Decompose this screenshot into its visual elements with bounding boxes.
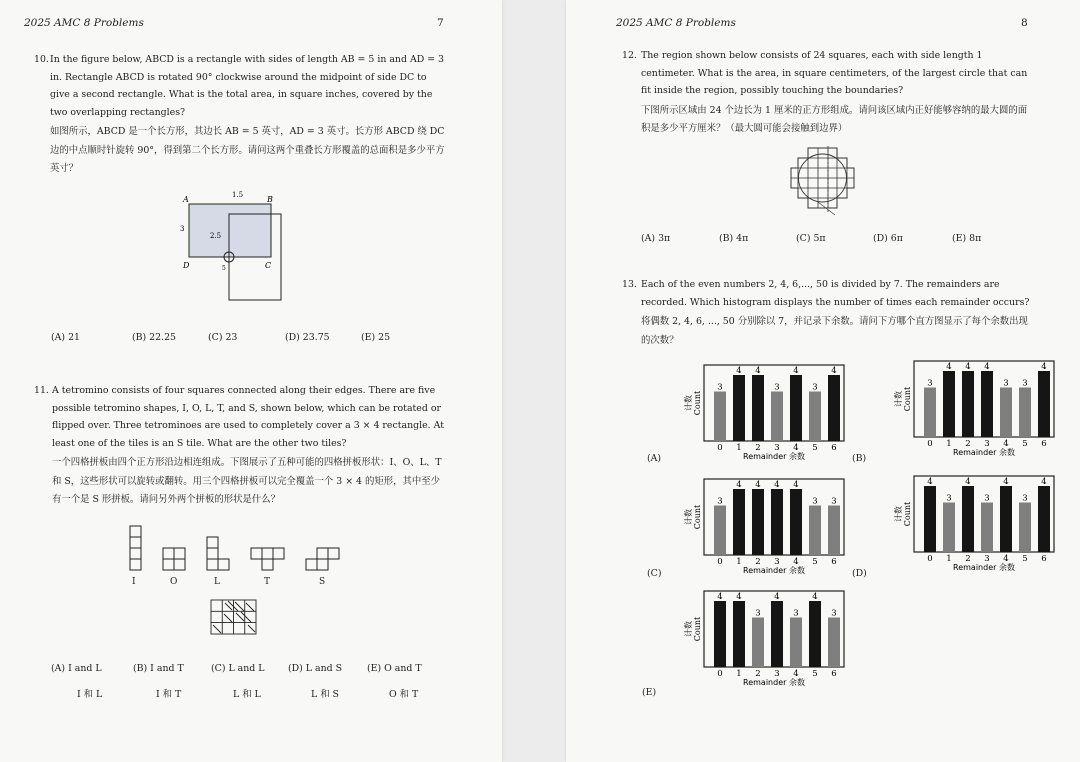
histogram-label-b[interactable]: (B) (852, 453, 867, 464)
x-tick-label: 5 (1022, 554, 1028, 564)
x-tick-label: 3 (984, 554, 990, 564)
choice-c-zh: L 和 L (233, 689, 261, 700)
choice-e[interactable]: (E) 25 (361, 332, 391, 343)
y-axis-label: 计数Count (894, 386, 912, 412)
top-length-label: 1.5 (232, 191, 244, 199)
label-d: D (183, 261, 190, 270)
rectangle-abcd (189, 204, 271, 257)
bar (1038, 486, 1050, 552)
x-tick-label: 1 (736, 669, 742, 679)
x-axis-label: Remainder 余数 (743, 452, 805, 461)
bar-value-label: 4 (1041, 362, 1047, 372)
bar (771, 392, 783, 442)
bar-value-label: 3 (812, 382, 818, 393)
y-axis-label: 计数Count (684, 504, 702, 530)
histogram-label-c[interactable]: (C) (647, 568, 662, 579)
bar-value-label: 3 (1022, 493, 1028, 504)
histogram-e[interactable] (674, 588, 854, 697)
x-tick-label: 0 (927, 439, 933, 449)
bar-value-label: 4 (736, 480, 742, 490)
tiling-sketch-figure (208, 597, 260, 637)
x-tick-label: 5 (812, 443, 818, 453)
shape-label-i: I (132, 577, 136, 587)
bar-value-label: 3 (1003, 378, 1009, 389)
bar (1038, 371, 1050, 437)
bar-value-label: 3 (831, 496, 837, 507)
x-axis-label: Remainder 余数 (743, 678, 805, 687)
x-tick-label: 3 (774, 669, 780, 679)
page-number: 8 (1021, 17, 1028, 29)
choice-e[interactable]: (E) O and T (367, 663, 422, 674)
bar (1019, 503, 1031, 553)
problem-text: The region shown below consists of 24 squares, each with side length 1 centimeter. What is the area, in square centimeters, of the largest circle that can fit inside the region, possibly touching the boundaries? (641, 50, 1028, 96)
problem-text-zh: 将偶数 2, 4, 6, ..., 50 分别除以 7，并记录下余数。请问下方哪个直方图显示了每个余数出现的次数？ (641, 316, 1028, 346)
bar-value-label: 4 (965, 477, 971, 487)
shape-label-t: T (264, 577, 271, 587)
x-axis-label: Remainder 余数 (953, 563, 1015, 572)
problem-text-zh: 一个四格拼板由四个正方形沿边相连组成。下图展示了五种可能的四格拼板形状：I、O、L、T 和 S，这些形状可以旋转或翻转。用三个四格拼板可以完全覆盖一个 3 × 4 的矩形，其中至少有一个是 S 形拼板。请问另外两个拼板的形状是什么？ (52, 457, 442, 505)
x-tick-label: 0 (717, 557, 723, 567)
choice-e[interactable]: (E) 8π (952, 233, 982, 244)
choice-c[interactable]: (C) 23 (208, 332, 238, 343)
bar-value-label: 3 (1022, 378, 1028, 389)
left-page (0, 0, 502, 762)
bar-value-label: 3 (717, 382, 723, 393)
x-tick-label: 2 (965, 439, 971, 449)
bar-value-label: 4 (984, 362, 990, 372)
bar-value-label: 4 (793, 366, 799, 376)
bar-value-label: 4 (927, 477, 933, 487)
tetromino-o (163, 548, 185, 570)
bar (809, 506, 821, 556)
problem-number: 12. (622, 50, 637, 61)
problem-number: 13. (622, 279, 637, 290)
problem-11 (34, 382, 445, 510)
bar (1019, 388, 1031, 438)
choice-b[interactable]: (B) 22.25 (132, 332, 177, 343)
bar-value-label: 4 (736, 592, 742, 602)
histogram-d[interactable] (884, 473, 1064, 582)
bar (943, 371, 955, 437)
bar-value-label: 4 (946, 362, 952, 372)
x-tick-label: 4 (793, 443, 799, 453)
x-tick-label: 6 (831, 443, 837, 453)
x-tick-label: 2 (965, 554, 971, 564)
choice-c[interactable]: (C) 5π (796, 233, 826, 244)
problem-10 (34, 51, 445, 179)
bar (924, 388, 936, 438)
label-a: A (183, 195, 189, 204)
bar-value-label: 4 (831, 366, 837, 376)
x-tick-label: 4 (1003, 554, 1009, 564)
x-tick-label: 3 (984, 439, 990, 449)
problem-text-zh: 下图所示区域由 24 个边长为 1 厘米的正方形组成。请问该区域内正好能够容纳的最大圆的面积是多少平方厘米？（最大圆可能会接触到边界） (641, 104, 1028, 134)
choice-a-zh: I 和 L (77, 689, 103, 700)
x-tick-label: 4 (793, 557, 799, 567)
bar-value-label: 4 (755, 366, 761, 376)
choice-b[interactable]: (B) 4π (719, 233, 749, 244)
x-axis-label: Remainder 余数 (953, 448, 1015, 457)
choice-d[interactable]: (D) 6π (873, 233, 903, 244)
square-region-figure (788, 144, 858, 216)
bar (828, 618, 840, 668)
bar-value-label: 4 (1041, 477, 1047, 487)
bar-value-label: 3 (831, 608, 837, 619)
bar (828, 506, 840, 556)
bar-value-label: 3 (755, 608, 761, 619)
x-tick-label: 6 (1041, 554, 1047, 564)
bar (714, 506, 726, 556)
choice-d[interactable]: (D) L and S (288, 663, 343, 674)
x-tick-label: 0 (927, 554, 933, 564)
x-tick-label: 2 (755, 669, 761, 679)
bar-value-label: 4 (1003, 477, 1009, 487)
x-tick-label: 6 (831, 669, 837, 679)
bar (981, 371, 993, 437)
choice-b[interactable]: (B) I and T (133, 663, 184, 674)
x-tick-label: 3 (774, 443, 780, 453)
x-tick-label: 5 (812, 557, 818, 567)
bar-value-label: 4 (965, 362, 971, 372)
x-tick-label: 6 (1041, 439, 1047, 449)
x-tick-label: 2 (755, 443, 761, 453)
x-tick-label: 2 (755, 557, 761, 567)
bar-value-label: 3 (927, 378, 933, 389)
bar-value-label: 4 (774, 592, 780, 602)
choice-a[interactable]: (A) I and L (51, 663, 102, 674)
choice-e-zh: O 和 T (389, 689, 419, 700)
bar-value-label: 3 (793, 608, 799, 619)
x-tick-label: 0 (717, 443, 723, 453)
bar (962, 371, 974, 437)
shape-label-o: O (170, 577, 178, 587)
histogram-c[interactable] (674, 476, 854, 585)
tetromino-l (207, 537, 229, 570)
x-tick-label: 3 (774, 557, 780, 567)
bar (733, 601, 745, 667)
bar (962, 486, 974, 552)
bar (752, 618, 764, 668)
problem-number: 11. (34, 385, 49, 396)
bar (828, 375, 840, 441)
bar (790, 375, 802, 441)
problem-text: Each of the even numbers 2, 4, 6,..., 50 is divided by 7. The remainders are recorded. Which histogram displays the number of times each remainder occurs? (641, 279, 1030, 308)
bar-value-label: 4 (736, 366, 742, 376)
problem-text-zh: 如图所示，ABCD 是一个长方形，其边长 AB = 5 英寸，AD = 3 英寸。长方形 ABCD 绕 DC 边的中点顺时针旋转 90°，得到第二个长方形。请问这两个重叠长方形覆盖的总面积是多少平方英寸？ (50, 126, 445, 174)
right-page (566, 0, 1080, 762)
shape-label-s: S (319, 577, 326, 587)
y-axis-label: 计数Count (894, 501, 912, 527)
bar (771, 601, 783, 667)
tetromino-shapes-figure (125, 522, 345, 590)
bar-value-label: 4 (755, 480, 761, 490)
bar-value-label: 4 (793, 480, 799, 490)
bar (752, 375, 764, 441)
page-header: 2025 AMC 8 Problems (616, 17, 736, 29)
shape-label-l: L (214, 577, 220, 587)
tetromino-t (251, 548, 284, 570)
y-axis-label: 计数Count (684, 616, 702, 642)
bottom-mark-label: 5 (222, 265, 226, 272)
page-header: 2025 AMC 8 Problems (24, 17, 144, 29)
x-tick-label: 4 (1003, 439, 1009, 449)
tetromino-s (306, 548, 339, 570)
bar (943, 503, 955, 553)
choice-c[interactable]: (C) L and L (211, 663, 265, 674)
problem-13 (622, 276, 1036, 350)
bar (733, 489, 745, 555)
x-tick-label: 6 (831, 557, 837, 567)
page-number: 7 (437, 17, 444, 29)
x-tick-label: 1 (946, 554, 952, 564)
label-c: C (265, 261, 272, 270)
rectangle-rotation-figure (178, 186, 288, 304)
bar (714, 392, 726, 442)
choice-b-zh: I 和 T (156, 689, 182, 700)
x-tick-label: 1 (736, 557, 742, 567)
x-tick-label: 0 (717, 669, 723, 679)
x-tick-label: 5 (1022, 439, 1028, 449)
bar (981, 503, 993, 553)
bar (924, 486, 936, 552)
histogram-label-e[interactable]: (E) (642, 687, 657, 698)
x-tick-label: 1 (946, 439, 952, 449)
problem-number: 10. (34, 54, 49, 65)
bar (809, 601, 821, 667)
bar-value-label: 3 (946, 493, 952, 504)
bar (790, 489, 802, 555)
bar (733, 375, 745, 441)
bar (790, 618, 802, 668)
bar-value-label: 3 (717, 496, 723, 507)
x-axis-label: Remainder 余数 (743, 566, 805, 575)
bar (714, 601, 726, 667)
bar-value-label: 4 (774, 480, 780, 490)
label-b: B (267, 195, 273, 204)
bar (771, 489, 783, 555)
bar (809, 392, 821, 442)
bar-value-label: 4 (812, 592, 818, 602)
problem-text: A tetromino consists of four squares connected along their edges. There are five possible tetromino shapes, I, O, L, T, and S, shown below, which can be rotated or flipped over. Three tetrominoes are used to completely cover a 3 × 4 rectangle. At least one of the tiles is an S tile. What are the other two tiles? (52, 385, 444, 449)
bar-value-label: 3 (812, 496, 818, 507)
choice-d-zh: L 和 S (311, 689, 339, 700)
choice-d[interactable]: (D) 23.75 (285, 332, 330, 343)
bar-value-label: 4 (717, 592, 723, 602)
histogram-label-a[interactable]: (A) (647, 453, 662, 464)
problem-text: In the figure below, ABCD is a rectangle with sides of length AB = 5 in and AD = 3 in. Rectangle ABCD is rotated 90° clockwise around the midpoint of side DC to give a second rectangle. What is the total area, in square inches, covered by the two overlapping rectangles? (50, 54, 445, 118)
bar-value-label: 3 (984, 493, 990, 504)
choice-a[interactable]: (A) 3π (641, 233, 671, 244)
side-length-label: 3 (180, 225, 185, 233)
bar (1000, 388, 1012, 438)
tetromino-i (130, 526, 141, 570)
x-tick-label: 1 (736, 443, 742, 453)
choice-a[interactable]: (A) 21 (51, 332, 80, 343)
histogram-b[interactable] (884, 358, 1064, 467)
y-axis-label: 计数Count (684, 390, 702, 416)
bar (752, 489, 764, 555)
histogram-a[interactable] (674, 362, 854, 471)
problem-12 (622, 47, 1036, 139)
x-tick-label: 4 (793, 669, 799, 679)
bar (1000, 486, 1012, 552)
bar-value-label: 3 (774, 382, 780, 393)
x-tick-label: 5 (812, 669, 818, 679)
histogram-label-d[interactable]: (D) (852, 568, 867, 579)
mid-length-label: 2.5 (210, 232, 222, 240)
